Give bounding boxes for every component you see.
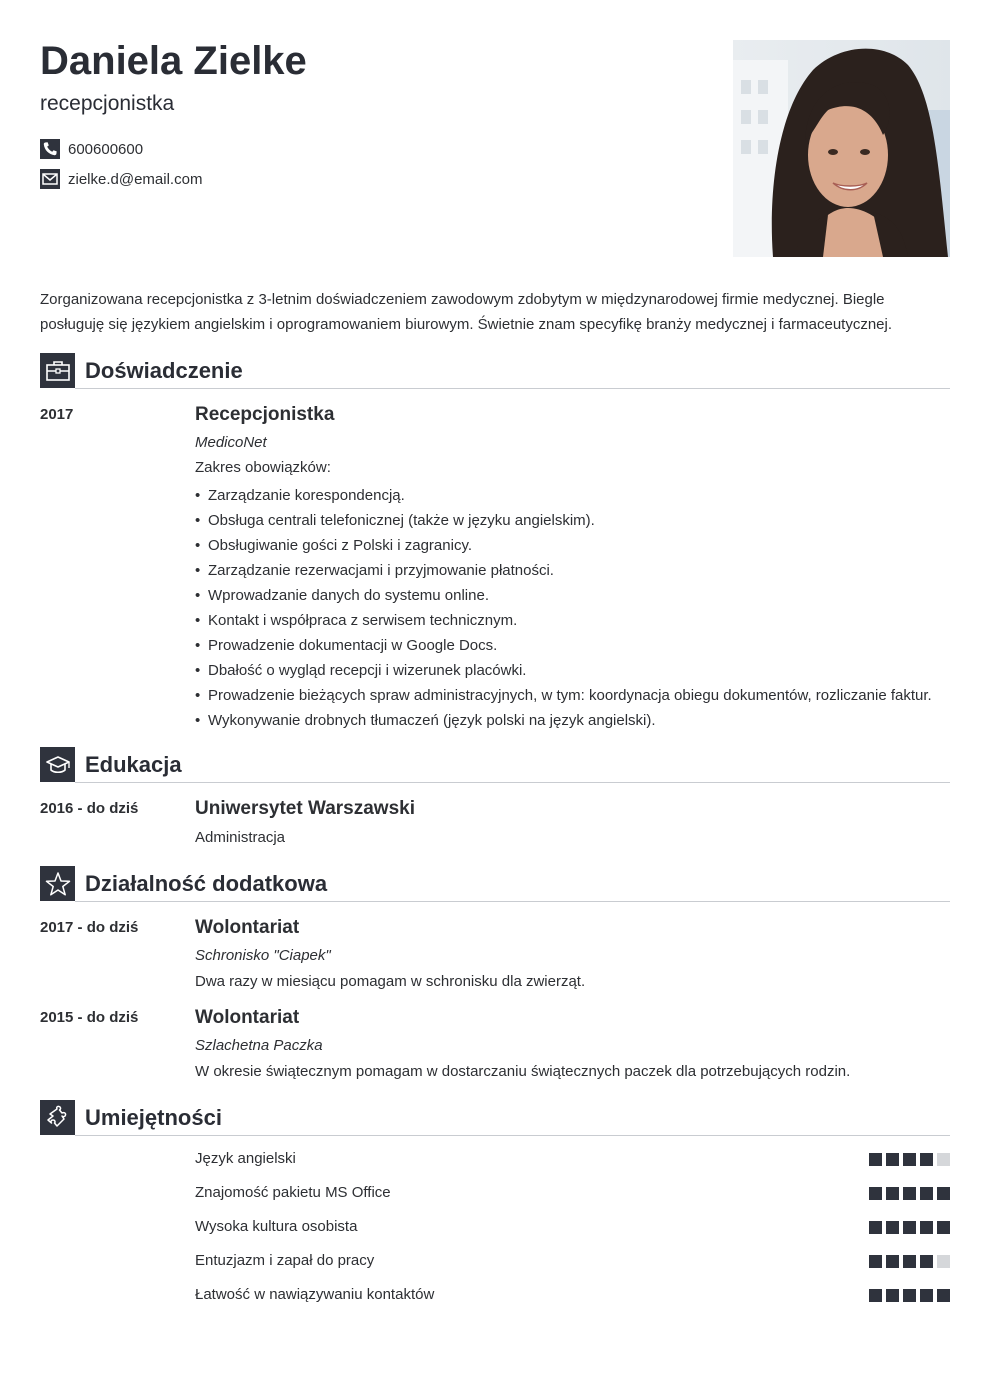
experience-company: MedicoNet bbox=[195, 434, 267, 451]
list-item: • Zarządzanie korespondencją. bbox=[195, 483, 932, 508]
skill-level-dot-filled bbox=[937, 1289, 950, 1302]
skill-level-dot-filled bbox=[903, 1221, 916, 1234]
activity-organization: Schronisko "Ciapek" bbox=[195, 947, 331, 964]
candidate-job-title: recepcjonistka bbox=[40, 92, 175, 115]
skill-level-dot-filled bbox=[903, 1289, 916, 1302]
section-skills-title: Umiejętności bbox=[85, 1105, 222, 1130]
graduation-cap-icon bbox=[40, 747, 75, 782]
envelope-icon bbox=[40, 169, 60, 189]
section-activities-title: Działalność dodatkowa bbox=[85, 871, 328, 896]
list-item: • Prowadzenie bieżących spraw administracyjnych, w tym: koordynacja obiegu dokumentów, rozliczanie faktur. bbox=[195, 683, 932, 708]
experience-date: 2017 bbox=[40, 406, 74, 423]
experience-position: Recepcjonistka bbox=[195, 404, 335, 425]
skill-level-dot-filled bbox=[869, 1255, 882, 1268]
skill-level-indicator bbox=[865, 1289, 950, 1302]
skill-level-dot-filled bbox=[903, 1255, 916, 1268]
skill-level-dot-filled bbox=[920, 1221, 933, 1234]
education-field: Administracja bbox=[195, 829, 286, 846]
list-item: • Kontakt i współpraca z serwisem technicznym. bbox=[195, 608, 932, 633]
contact-email bbox=[40, 168, 202, 190]
list-item: • Obsługiwanie gości z Polski i zagranicy. bbox=[195, 533, 932, 558]
email-address: zielke.d@email.com bbox=[68, 170, 203, 188]
skill-level-dot-filled bbox=[920, 1187, 933, 1200]
skill-level-dot-filled bbox=[920, 1255, 933, 1268]
skill-label: Wysoka kultura osobista bbox=[195, 1218, 358, 1235]
skill-level-dot-filled bbox=[903, 1187, 916, 1200]
candidate-name: Daniela Zielke bbox=[40, 39, 307, 83]
skill-label: Łatwość w nawiązywaniu kontaktów bbox=[195, 1286, 435, 1303]
skill-level-dot-filled bbox=[869, 1289, 882, 1302]
skill-row bbox=[195, 1251, 950, 1271]
experience-duties-list bbox=[195, 483, 932, 733]
skill-level-dot-empty bbox=[937, 1255, 950, 1268]
profile-summary: Zorganizowana recepcjonistka z 3-letnim doświadczeniem zawodowym zdobytym w międzynarodowej firmie medycznej. Biegle posługuję się językiem angielskim i oprogramowaniem biurowym. Świetnie znam specyfikę branży medycznej i farmaceutycznej. bbox=[40, 291, 893, 333]
skill-row bbox=[195, 1217, 950, 1237]
activity-organization: Szlachetna Paczka bbox=[195, 1037, 323, 1054]
skill-level-dot-filled bbox=[886, 1221, 899, 1234]
section-activities-header bbox=[40, 866, 950, 902]
skill-level-dot-filled bbox=[920, 1289, 933, 1302]
skill-level-dot-filled bbox=[903, 1153, 916, 1166]
skill-level-dot-filled bbox=[937, 1221, 950, 1234]
skill-level-dot-filled bbox=[886, 1153, 899, 1166]
activity-date: 2015 - do dziś bbox=[40, 1009, 139, 1026]
skill-level-dot-filled bbox=[869, 1187, 882, 1200]
section-education-header bbox=[40, 747, 950, 783]
section-education-title: Edukacja bbox=[85, 752, 182, 777]
skill-level-dot-filled bbox=[869, 1153, 882, 1166]
list-item: • Obsługa centrali telefonicznej (także w języku angielskim). bbox=[195, 508, 932, 533]
briefcase-icon bbox=[40, 353, 75, 388]
star-icon bbox=[40, 866, 75, 901]
puzzle-piece-icon bbox=[40, 1100, 75, 1135]
skill-row bbox=[195, 1183, 950, 1203]
section-divider bbox=[75, 782, 950, 783]
experience-intro: Zakres obowiązków: bbox=[195, 459, 331, 476]
activity-description: Dwa razy w miesiącu pomagam w schronisku dla zwierząt. bbox=[195, 973, 586, 990]
education-school: Uniwersytet Warszawski bbox=[195, 798, 415, 819]
activity-title: Wolontariat bbox=[195, 917, 300, 938]
activity-title: Wolontariat bbox=[195, 1007, 300, 1028]
list-item: • Prowadzenie dokumentacji w Google Docs. bbox=[195, 633, 932, 658]
activity-description: W okresie świątecznym pomagam w dostarczaniu świątecznych paczek dla potrzebujących rodzin. bbox=[195, 1063, 851, 1080]
list-item: • Zarządzanie rezerwacjami i przyjmowanie płatności. bbox=[195, 558, 932, 583]
education-date: 2016 - do dziś bbox=[40, 800, 139, 817]
skill-level-dot-filled bbox=[886, 1289, 899, 1302]
skill-level-indicator bbox=[865, 1221, 950, 1234]
phone-number: 600600600 bbox=[68, 140, 144, 158]
skill-level-dot-filled bbox=[886, 1255, 899, 1268]
candidate-photo bbox=[733, 40, 950, 257]
skill-level-indicator bbox=[865, 1255, 950, 1268]
skill-label: Język angielski bbox=[195, 1150, 296, 1167]
activity-date: 2017 - do dziś bbox=[40, 919, 139, 936]
section-experience-header bbox=[40, 353, 950, 389]
skill-level-dot-filled bbox=[886, 1187, 899, 1200]
skill-level-dot-empty bbox=[937, 1153, 950, 1166]
section-divider bbox=[75, 1135, 950, 1136]
skill-level-dot-filled bbox=[937, 1187, 950, 1200]
skill-level-dot-filled bbox=[920, 1153, 933, 1166]
list-item: • Dbałość o wygląd recepcji i wizerunek placówki. bbox=[195, 658, 932, 683]
skill-label: Znajomość pakietu MS Office bbox=[195, 1184, 391, 1201]
skill-level-indicator bbox=[865, 1153, 950, 1166]
phone-icon bbox=[40, 139, 60, 159]
skill-label: Entuzjazm i zapał do pracy bbox=[195, 1252, 375, 1269]
section-skills-header bbox=[40, 1100, 950, 1136]
skill-level-indicator bbox=[865, 1187, 950, 1200]
section-divider bbox=[75, 388, 950, 389]
skill-row bbox=[195, 1149, 950, 1169]
list-item: • Wprowadzanie danych do systemu online. bbox=[195, 583, 932, 608]
skill-row bbox=[195, 1285, 950, 1305]
skill-level-dot-filled bbox=[869, 1221, 882, 1234]
contact-phone bbox=[40, 138, 143, 160]
section-divider bbox=[75, 901, 950, 902]
section-experience-title: Doświadczenie bbox=[85, 358, 243, 383]
list-item: • Wykonywanie drobnych tłumaczeń (język polski na język angielski). bbox=[195, 708, 932, 733]
